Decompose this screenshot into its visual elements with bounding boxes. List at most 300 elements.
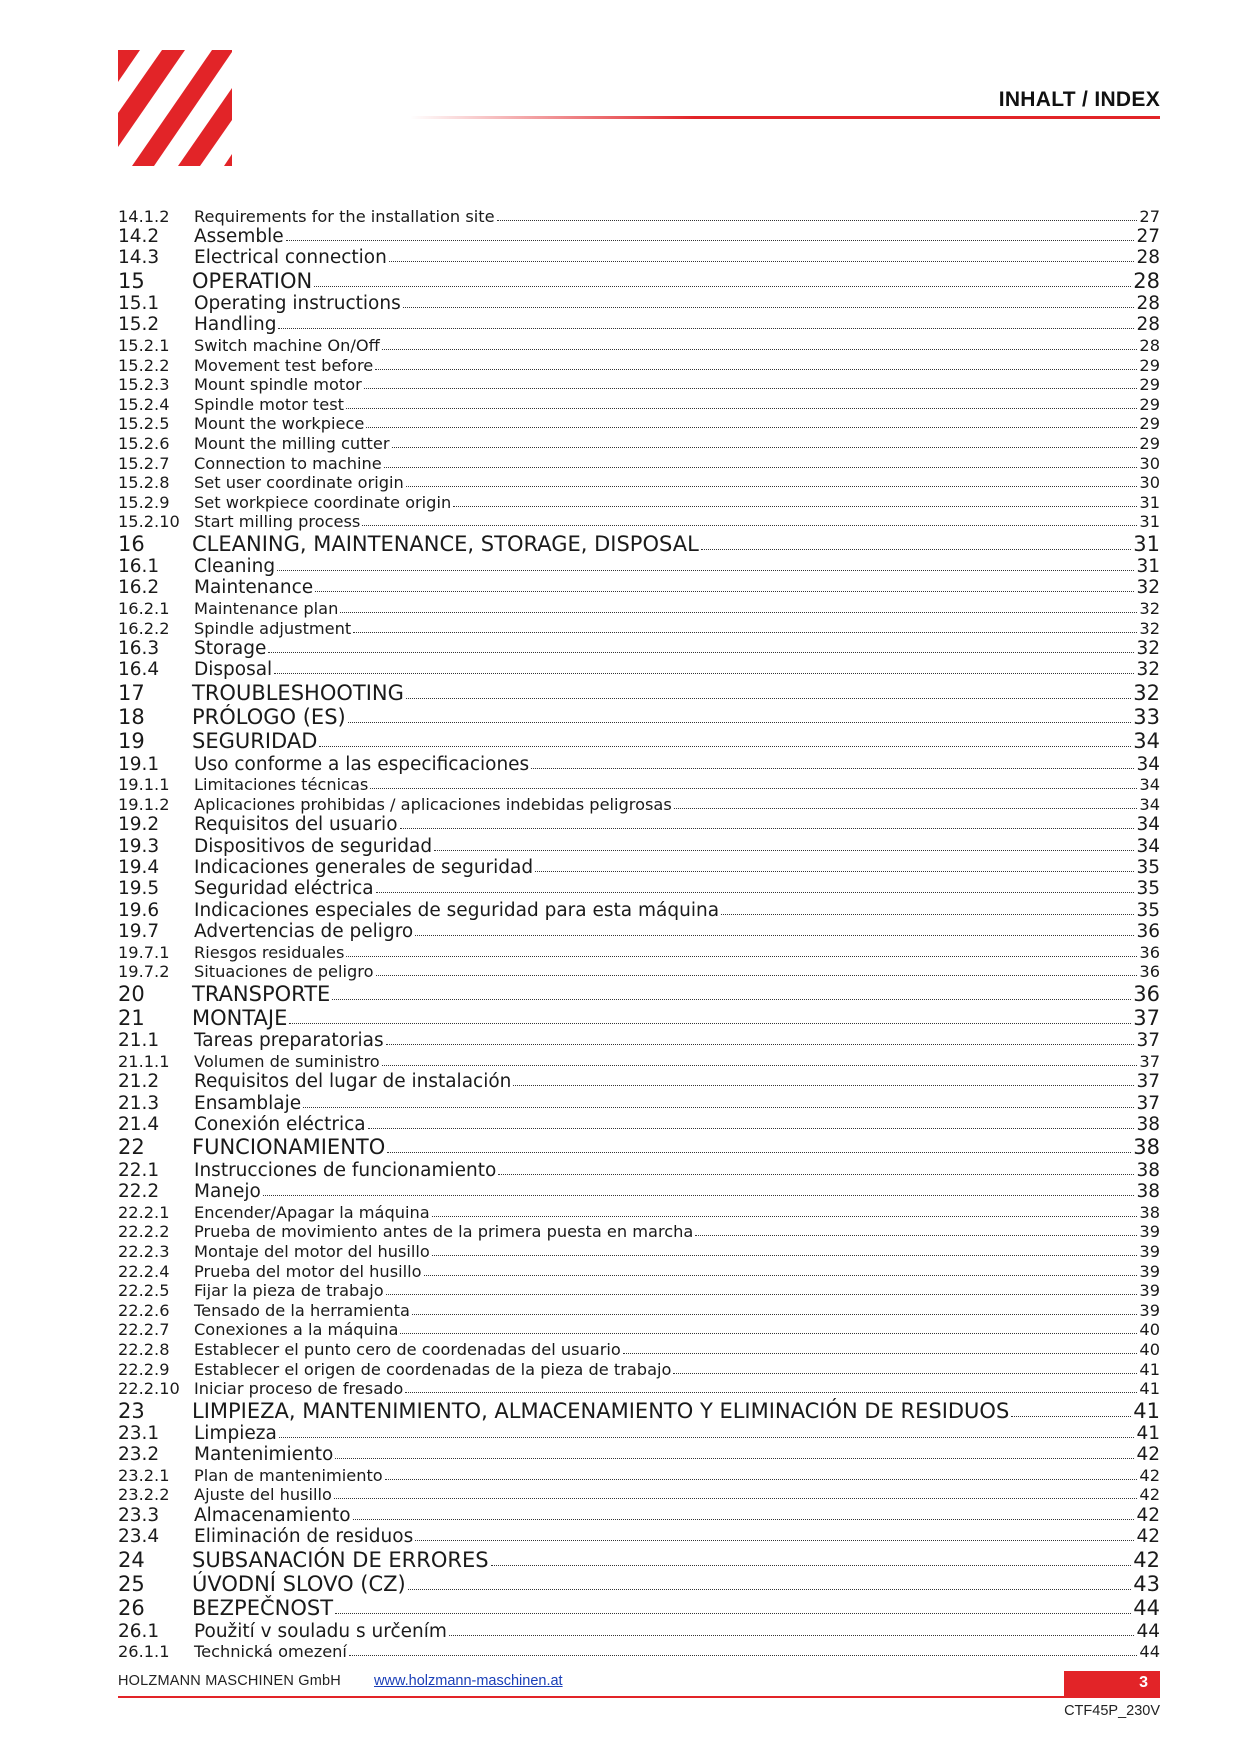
- toc-entry-title: Iniciar proceso de fresado: [194, 1379, 404, 1399]
- toc-entry-number: 26.1: [118, 1620, 160, 1642]
- toc-entry[interactable]: [118, 857, 1160, 878]
- toc-entry[interactable]: [118, 1504, 1160, 1525]
- toc-entry[interactable]: [118, 1135, 1160, 1159]
- toc-entry-title: Set workpiece coordinate origin: [194, 492, 452, 512]
- toc-entry[interactable]: [118, 680, 1160, 704]
- toc-dot-leader: [412, 1313, 1138, 1315]
- toc-dot-leader: [386, 1293, 1138, 1295]
- toc-dot-leader: [274, 672, 1134, 674]
- toc-entry[interactable]: [118, 921, 1160, 942]
- toc-entry-number: 23: [118, 1398, 145, 1423]
- toc-entry-page: 29: [1139, 414, 1160, 434]
- toc-entry-page: 37: [1133, 1006, 1160, 1031]
- toc-entry-page: 34: [1139, 775, 1160, 795]
- toc-entry[interactable]: [118, 433, 1160, 453]
- toc-entry-number: 16.2.2: [118, 618, 170, 638]
- toc-entry-number: 15.2.3: [118, 375, 170, 395]
- toc-dot-leader: [340, 611, 1137, 613]
- toc-entry-page: 34: [1139, 794, 1160, 814]
- toc-entry-number: 23.3: [118, 1504, 160, 1526]
- toc-entry-page: 34: [1136, 753, 1160, 775]
- toc-entry-number: 22.2.4: [118, 1261, 170, 1281]
- toc-entry[interactable]: [118, 473, 1160, 493]
- toc-entry-title: Spindle adjustment: [194, 618, 352, 638]
- toc-entry-page: 42: [1136, 1526, 1160, 1548]
- toc-entry[interactable]: [118, 531, 1160, 555]
- toc-entry-number: 22.2.7: [118, 1320, 170, 1340]
- toc-entry-page: 35: [1136, 878, 1160, 900]
- toc-entry-number: 22.2.10: [118, 1379, 180, 1399]
- toc-entry[interactable]: [118, 878, 1160, 899]
- toc-entry-number: 20: [118, 981, 145, 1006]
- toc-entry-page: 28: [1136, 293, 1160, 315]
- toc-entry[interactable]: [118, 835, 1160, 856]
- toc-entry[interactable]: [118, 1359, 1160, 1379]
- toc-entry[interactable]: [118, 1547, 1160, 1571]
- toc-entry-title: Assemble: [194, 225, 284, 247]
- toc-entry-title: Movement test before: [194, 355, 374, 375]
- toc-dot-leader: [382, 348, 1138, 350]
- toc-dot-leader: [370, 787, 1137, 789]
- footer-company-name: HOLZMANN MASCHINEN GmbH: [118, 1673, 341, 1689]
- toc-entry-number: 15.2.2: [118, 355, 170, 375]
- toc-entry[interactable]: [118, 1261, 1160, 1281]
- toc-entry-number: 21.1: [118, 1030, 160, 1052]
- toc-entry-title: Conexión eléctrica: [194, 1114, 366, 1136]
- toc-entry-title: Requisitos del lugar de instalación: [194, 1071, 512, 1093]
- toc-dot-leader: [364, 387, 1138, 389]
- toc-entry[interactable]: [118, 335, 1160, 355]
- toc-entry-title: Mount spindle motor: [194, 375, 362, 395]
- toc-dot-leader: [453, 505, 1137, 507]
- toc-entry-number: 16: [118, 531, 145, 556]
- toc-entry-page: 37: [1136, 1071, 1160, 1093]
- footer-divider: [118, 1696, 1160, 1698]
- toc-entry[interactable]: [118, 1526, 1160, 1547]
- toc-entry-title: FUNCIONAMIENTO: [192, 1135, 386, 1160]
- toc-entry-title: Establecer el punto cero de coordenadas del usuario: [194, 1340, 621, 1360]
- toc-entry-number: 15.2.5: [118, 414, 170, 434]
- toc-entry-title: Establecer el origen de coordenadas de la pieza de trabajo: [194, 1359, 672, 1379]
- toc-entry-title: Maintenance: [194, 577, 314, 599]
- toc-entry-number: 18: [118, 705, 145, 730]
- toc-entry-number: 16.4: [118, 659, 160, 681]
- toc-entry[interactable]: [118, 247, 1160, 268]
- toc-entry-page: 39: [1139, 1222, 1160, 1242]
- toc-entry-page: 29: [1139, 355, 1160, 375]
- page-header-title: INHALT / INDEX: [998, 88, 1160, 111]
- toc-entry[interactable]: [118, 1114, 1160, 1135]
- toc-entry[interactable]: [118, 729, 1160, 753]
- toc-entry-page: 40: [1139, 1340, 1160, 1360]
- toc-entry[interactable]: [118, 638, 1160, 659]
- toc-entry-page: 32: [1136, 659, 1160, 681]
- toc-entry-page: 38: [1136, 1114, 1160, 1136]
- toc-entry-title: SUBSANACIÓN DE ERRORES: [192, 1547, 489, 1572]
- toc-entry[interactable]: [118, 492, 1160, 512]
- toc-entry[interactable]: [118, 981, 1160, 1005]
- toc-entry-page: 37: [1136, 1092, 1160, 1114]
- toc-dot-leader: [406, 697, 1131, 699]
- toc-dot-leader: [382, 1064, 1138, 1066]
- toc-entry[interactable]: [118, 1092, 1160, 1113]
- toc-dot-leader: [623, 1352, 1138, 1354]
- toc-entry-title: Situaciones de peligro: [194, 962, 374, 982]
- toc-entry-page: 41: [1139, 1359, 1160, 1379]
- toc-entry[interactable]: [118, 1300, 1160, 1320]
- toc-entry-page: 42: [1133, 1547, 1160, 1572]
- toc-dot-leader: [384, 466, 1138, 468]
- toc-entry-number: 19.4: [118, 857, 160, 879]
- toc-entry[interactable]: [118, 394, 1160, 414]
- toc-entry[interactable]: [118, 1202, 1160, 1222]
- toc-entry-page: 39: [1139, 1281, 1160, 1301]
- toc-entry[interactable]: [118, 1339, 1160, 1359]
- toc-entry-title: CLEANING, MAINTENANCE, STORAGE, DISPOSAL: [192, 531, 699, 556]
- toc-entry-number: 23.2.2: [118, 1485, 170, 1505]
- toc-dot-leader: [263, 1194, 1135, 1196]
- toc-entry-title: Maintenance plan: [194, 599, 339, 619]
- toc-entry[interactable]: [118, 1642, 1160, 1662]
- toc-entry-title: Prueba del motor del husillo: [194, 1261, 422, 1281]
- toc-entry[interactable]: [118, 1071, 1160, 1092]
- toc-entry[interactable]: [118, 962, 1160, 982]
- toc-entry-number: 22.2: [118, 1181, 160, 1203]
- toc-entry-page: 44: [1139, 1642, 1160, 1662]
- toc-entry-page: 34: [1133, 729, 1160, 754]
- toc-dot-leader: [277, 569, 1134, 571]
- toc-entry-title: Technická omezení: [194, 1642, 347, 1662]
- toc-entry-page: 31: [1139, 512, 1160, 532]
- toc-dot-leader: [353, 631, 1137, 633]
- toc-dot-leader: [491, 1564, 1132, 1566]
- toc-entry-title: Prueba de movimiento antes de la primera puesta en marcha: [194, 1222, 694, 1242]
- toc-entry[interactable]: [118, 1398, 1160, 1422]
- toc-entry-number: 21.4: [118, 1114, 160, 1136]
- toc-entry-title: TROUBLESHOOTING: [192, 680, 404, 705]
- toc-entry-number: 26: [118, 1596, 145, 1621]
- toc-entry-title: TRANSPORTE: [192, 981, 331, 1006]
- toc-entry[interactable]: [118, 1423, 1160, 1444]
- toc-entry-page: 33: [1133, 705, 1160, 730]
- toc-entry[interactable]: [118, 659, 1160, 680]
- toc-entry-page: 44: [1133, 1596, 1160, 1621]
- toc-entry-title: Plan de mantenimiento: [194, 1465, 383, 1485]
- toc-dot-leader: [368, 1127, 1135, 1129]
- toc-dot-leader: [673, 1372, 1137, 1374]
- toc-entry-page: 37: [1139, 1052, 1160, 1072]
- toc-dot-leader: [432, 1215, 1138, 1217]
- toc-entry[interactable]: [118, 1572, 1160, 1596]
- toc-entry-title: Mantenimiento: [194, 1444, 334, 1466]
- toc-entry-page: 28: [1133, 268, 1160, 293]
- toc-entry-number: 19.7: [118, 921, 160, 943]
- toc-entry-title: Start milling process: [194, 512, 361, 532]
- toc-entry-number: 15.2: [118, 314, 160, 336]
- toc-entry[interactable]: [118, 705, 1160, 729]
- toc-entry-title: OPERATION: [192, 268, 313, 293]
- toc-dot-leader: [376, 891, 1135, 893]
- toc-entry[interactable]: [118, 1222, 1160, 1242]
- toc-entry-title: Limitaciones técnicas: [194, 775, 369, 795]
- toc-entry-number: 22.2.2: [118, 1222, 170, 1242]
- toc-dot-leader: [362, 524, 1137, 526]
- toc-entry-number: 23.2: [118, 1444, 160, 1466]
- toc-entry-number: 15.2.1: [118, 336, 170, 356]
- toc-entry-title: Operating instructions: [194, 293, 401, 315]
- toc-entry[interactable]: [118, 355, 1160, 375]
- toc-dot-leader: [376, 974, 1138, 976]
- toc-entry-page: 32: [1136, 577, 1160, 599]
- toc-entry-page: 29: [1139, 375, 1160, 395]
- toc-entry-number: 15.2.9: [118, 492, 170, 512]
- page-number-badge: 3: [1064, 1671, 1160, 1696]
- toc-entry-number: 24: [118, 1547, 145, 1572]
- toc-entry[interactable]: [118, 1030, 1160, 1051]
- toc-entry-title: Ajuste del husillo: [194, 1485, 332, 1505]
- toc-entry-number: 22.2.3: [118, 1242, 170, 1262]
- toc-entry[interactable]: [118, 598, 1160, 618]
- toc-dot-leader: [674, 807, 1138, 809]
- toc-dot-leader: [346, 955, 1137, 957]
- toc-entry[interactable]: [118, 1320, 1160, 1340]
- toc-dot-leader: [386, 1043, 1135, 1045]
- toc-dot-leader: [701, 548, 1131, 550]
- toc-entry-page: 38: [1136, 1159, 1160, 1181]
- toc-entry-title: Montaje del motor del husillo: [194, 1242, 430, 1262]
- toc-entry-title: Dispositivos de seguridad: [194, 835, 433, 857]
- toc-entry-title: Almacenamiento: [194, 1504, 351, 1526]
- toc-entry-page: 32: [1133, 680, 1160, 705]
- toc-entry-title: SEGURIDAD: [192, 729, 318, 754]
- document-code: CTF45P_230V: [1064, 1703, 1160, 1719]
- toc-dot-leader: [315, 590, 1134, 592]
- toc-entry-number: 22.2.6: [118, 1300, 170, 1320]
- toc-dot-leader: [334, 1497, 1137, 1499]
- toc-entry-title: Mount the workpiece: [194, 414, 365, 434]
- toc-entry-number: 22.2.8: [118, 1340, 170, 1360]
- toc-entry-page: 41: [1139, 1379, 1160, 1399]
- toc-entry[interactable]: [118, 206, 1160, 226]
- toc-entry-number: 22.2.1: [118, 1202, 170, 1222]
- toc-entry-title: Eliminación de residuos: [194, 1526, 414, 1548]
- toc-entry-title: Requisitos del usuario: [194, 814, 398, 836]
- toc-dot-leader: [434, 849, 1134, 851]
- toc-entry-number: 16.1: [118, 556, 160, 578]
- toc-entry-page: 40: [1139, 1320, 1160, 1340]
- toc-entry-number: 21.1.1: [118, 1052, 170, 1072]
- toc-dot-leader: [432, 1254, 1138, 1256]
- toc-entry-number: 19.7.2: [118, 962, 170, 982]
- toc-entry-number: 23.1: [118, 1422, 160, 1444]
- toc-dot-leader: [335, 1457, 1134, 1459]
- toc-entry[interactable]: [118, 268, 1160, 292]
- toc-entry[interactable]: [118, 794, 1160, 814]
- toc-entry-number: 23.4: [118, 1526, 160, 1548]
- toc-entry-title: Encender/Apagar la máquina: [194, 1202, 430, 1222]
- toc-entry-title: Spindle motor test: [194, 394, 344, 414]
- toc-entry-number: 22.2.5: [118, 1281, 170, 1301]
- toc-entry-title: Indicaciones generales de seguridad: [194, 857, 534, 879]
- toc-entry-page: 39: [1139, 1261, 1160, 1281]
- toc-entry[interactable]: [118, 1006, 1160, 1030]
- toc-entry-number: 19.1.1: [118, 775, 170, 795]
- toc-dot-leader: [349, 1654, 1137, 1656]
- toc-dot-leader: [405, 1391, 1137, 1393]
- toc-entry-number: 21: [118, 1006, 145, 1031]
- toc-entry[interactable]: [118, 375, 1160, 395]
- toc-entry-number: 16.2: [118, 577, 160, 599]
- toc-dot-leader: [346, 407, 1137, 409]
- toc-entry-title: Advertencias de peligro: [194, 921, 414, 943]
- toc-entry-page: 28: [1136, 247, 1160, 269]
- toc-dot-leader: [400, 827, 1135, 829]
- toc-entry[interactable]: [118, 453, 1160, 473]
- toc-entry[interactable]: [118, 1181, 1160, 1202]
- toc-entry-title: Limpieza: [194, 1422, 277, 1444]
- toc-entry-page: 30: [1139, 473, 1160, 493]
- toc-entry-number: 19.1.2: [118, 794, 170, 814]
- toc-entry-page: 35: [1136, 857, 1160, 879]
- toc-entry-number: 19.5: [118, 878, 160, 900]
- holzmann-logo-icon: [118, 50, 232, 166]
- toc-entry[interactable]: [118, 942, 1160, 962]
- toc-entry[interactable]: [118, 314, 1160, 335]
- toc-entry-title: PRÓLOGO (ES): [192, 705, 346, 730]
- toc-dot-leader: [497, 219, 1138, 221]
- toc-entry-title: Cleaning: [194, 556, 276, 578]
- toc-entry[interactable]: [118, 753, 1160, 774]
- toc-entry-page: 36: [1139, 942, 1160, 962]
- toc-dot-leader: [406, 485, 1138, 487]
- toc-entry-page: 36: [1133, 981, 1160, 1006]
- toc-dot-leader: [415, 934, 1134, 936]
- toc-entry-title: Indicaciones especiales de seguridad para esta máquina: [194, 899, 720, 921]
- toc-entry-page: 31: [1139, 492, 1160, 512]
- toc-entry-title: Seguridad eléctrica: [194, 878, 374, 900]
- toc-entry[interactable]: [118, 1465, 1160, 1485]
- toc-entry[interactable]: [118, 1485, 1160, 1505]
- toc-entry[interactable]: [118, 1379, 1160, 1399]
- toc-entry-page: 36: [1136, 921, 1160, 943]
- toc-entry-title: Volumen de suministro: [194, 1052, 380, 1072]
- toc-entry[interactable]: [118, 1281, 1160, 1301]
- toc-entry-title: Tareas preparatorias: [194, 1030, 384, 1052]
- toc-entry-title: Requirements for the installation site: [194, 206, 495, 226]
- toc-entry-page: 41: [1136, 1422, 1160, 1444]
- toc-entry[interactable]: [118, 226, 1160, 247]
- toc-entry[interactable]: [118, 1051, 1160, 1071]
- toc-entry-number: 15.2.6: [118, 434, 170, 454]
- toc-dot-leader: [415, 1539, 1134, 1541]
- toc-dot-leader: [408, 1588, 1132, 1590]
- toc-entry[interactable]: [118, 1241, 1160, 1261]
- toc-dot-leader: [353, 1518, 1135, 1520]
- toc-entry[interactable]: [118, 775, 1160, 795]
- toc-entry[interactable]: [118, 293, 1160, 314]
- toc-entry-title: Conexiones a la máquina: [194, 1320, 399, 1340]
- toc-entry-page: 42: [1139, 1465, 1160, 1485]
- toc-entry-page: 42: [1136, 1504, 1160, 1526]
- toc-entry-page: 27: [1139, 206, 1160, 226]
- toc-dot-leader: [366, 426, 1137, 428]
- toc-entry[interactable]: [118, 1159, 1160, 1180]
- toc-entry-number: 15.2.8: [118, 473, 170, 493]
- toc-entry[interactable]: [118, 414, 1160, 434]
- toc-entry-number: 26.1.1: [118, 1642, 170, 1662]
- toc-entry[interactable]: [118, 618, 1160, 638]
- toc-dot-leader: [268, 651, 1134, 653]
- toc-entry-page: 32: [1139, 618, 1160, 638]
- toc-entry-number: 16.2.1: [118, 599, 170, 619]
- toc-dot-leader: [279, 1436, 1135, 1438]
- toc-entry-number: 14.3: [118, 247, 160, 269]
- table-of-contents: [118, 206, 1160, 1661]
- toc-entry[interactable]: [118, 899, 1160, 920]
- toc-dot-leader: [375, 368, 1137, 370]
- toc-dot-leader: [424, 1274, 1138, 1276]
- toc-entry[interactable]: [118, 1596, 1160, 1620]
- toc-entry[interactable]: [118, 512, 1160, 532]
- toc-entry-page: 34: [1136, 835, 1160, 857]
- toc-entry-title: Aplicaciones prohibidas / aplicaciones indebidas peligrosas: [194, 794, 672, 814]
- toc-entry-page: 37: [1136, 1030, 1160, 1052]
- toc-entry-title: Set user coordinate origin: [194, 473, 404, 493]
- toc-entry-title: Fijar la pieza de trabajo: [194, 1281, 384, 1301]
- toc-entry[interactable]: [118, 1620, 1160, 1641]
- toc-entry-page: 29: [1139, 434, 1160, 454]
- toc-entry-title: Disposal: [194, 659, 273, 681]
- toc-entry-number: 21.2: [118, 1071, 160, 1093]
- toc-entry-page: 38: [1136, 1181, 1160, 1203]
- toc-entry-number: 15.2.7: [118, 453, 170, 473]
- toc-entry-number: 25: [118, 1571, 145, 1596]
- toc-entry-title: Mount the milling cutter: [194, 434, 390, 454]
- toc-dot-leader: [535, 870, 1134, 872]
- toc-entry-page: 27: [1136, 225, 1160, 247]
- toc-entry[interactable]: [118, 1444, 1160, 1465]
- toc-entry-number: 22: [118, 1135, 145, 1160]
- toc-entry-title: MONTAJE: [192, 1006, 288, 1031]
- toc-entry-page: 44: [1136, 1620, 1160, 1642]
- header-divider: [410, 116, 1160, 119]
- footer-website-link[interactable]: www.holzmann-maschinen.at: [374, 1673, 563, 1689]
- toc-entry[interactable]: [118, 556, 1160, 577]
- toc-dot-leader: [400, 1332, 1137, 1334]
- toc-entry[interactable]: [118, 814, 1160, 835]
- toc-entry-title: ÚVODNÍ SLOVO (CZ): [192, 1571, 406, 1596]
- toc-entry-number: 19.6: [118, 899, 160, 921]
- toc-dot-leader: [303, 1106, 1134, 1108]
- toc-entry-number: 19.1: [118, 753, 160, 775]
- toc-entry-number: 15: [118, 268, 145, 293]
- toc-entry-title: Connection to machine: [194, 453, 382, 473]
- toc-entry-page: 28: [1136, 314, 1160, 336]
- toc-dot-leader: [403, 306, 1135, 308]
- toc-entry-page: 31: [1136, 556, 1160, 578]
- toc-dot-leader: [498, 1173, 1134, 1175]
- toc-dot-leader: [531, 767, 1134, 769]
- toc-entry-page: 34: [1136, 814, 1160, 836]
- toc-entry-number: 17: [118, 680, 145, 705]
- toc-entry-page: 36: [1139, 962, 1160, 982]
- toc-entry-title: Storage: [194, 638, 267, 660]
- toc-entry-number: 23.2.1: [118, 1465, 170, 1485]
- toc-entry[interactable]: [118, 577, 1160, 598]
- toc-dot-leader: [392, 446, 1138, 448]
- toc-entry-number: 15.2.10: [118, 512, 180, 532]
- toc-dot-leader: [332, 998, 1131, 1000]
